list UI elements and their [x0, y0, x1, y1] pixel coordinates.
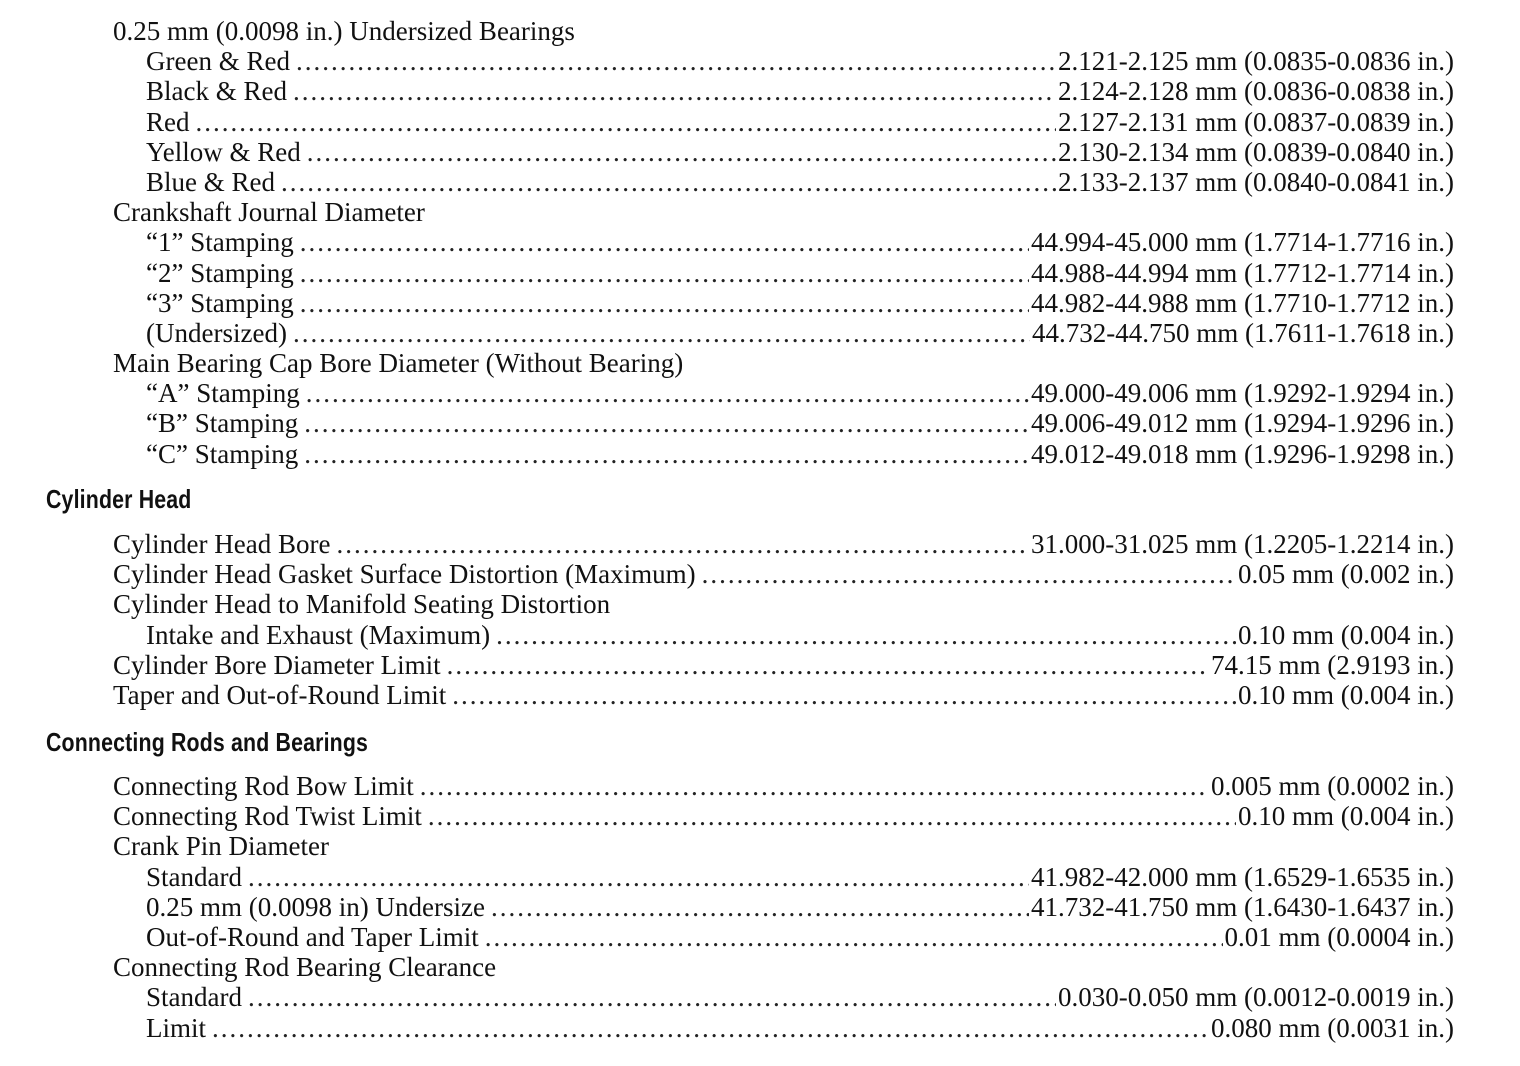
spec-value: 2.130-2.134 mm (0.0839-0.0840 in.): [1058, 136, 1454, 167]
cylinder-head-heading: Cylinder Head: [46, 484, 192, 514]
spec-label: Standard: [146, 982, 242, 1013]
spec-label: Yellow & Red: [146, 136, 301, 167]
spec-label: “A” Stamping: [146, 378, 300, 409]
cap-bore-title: Main Bearing Cap Bore Diameter (Without Bearing): [113, 348, 684, 379]
spec-label: 0.25 mm (0.0098 in) Undersize: [146, 891, 485, 922]
spec-row: [0, 801, 1520, 831]
spec-value: 0.005 mm (0.0002 in.): [1211, 771, 1454, 801]
spec-row: [0, 408, 1520, 438]
connecting-rods-specs: [0, 771, 1520, 1043]
spec-label: Standard: [146, 861, 242, 892]
spec-label: Red: [146, 106, 190, 137]
spec-label: Taper and Out-of-Round Limit: [113, 679, 447, 710]
spec-row: [0, 620, 1520, 650]
spec-label: Cylinder Head Gasket Surface Distortion (Maximum): [113, 559, 696, 590]
dot-leader: [300, 258, 1029, 288]
spec-row: [0, 559, 1520, 589]
spec-value: 44.982-44.988 mm (1.7710-1.7712 in.): [1031, 287, 1454, 318]
spec-row: [0, 378, 1520, 408]
spec-row: [0, 922, 1520, 952]
dot-leader: [702, 559, 1236, 589]
spec-row: [0, 862, 1520, 892]
spec-value: 49.012-49.018 mm (1.9296-1.9298 in.): [1031, 438, 1454, 469]
spec-row: [0, 650, 1520, 680]
spec-label: Blue & Red: [146, 166, 275, 197]
spec-value: 0.01 mm (0.0004 in.): [1224, 921, 1454, 952]
spec-row: [0, 288, 1520, 318]
spec-row: [0, 680, 1520, 710]
cylinder-head-specs: [0, 529, 1520, 710]
spec-value: 49.000-49.006 mm (1.9292-1.9294 in.): [1031, 378, 1454, 409]
dot-leader: [452, 680, 1236, 710]
spec-label: “C” Stamping: [146, 438, 299, 469]
spec-label: Black & Red: [146, 76, 287, 107]
dot-leader: [300, 288, 1029, 318]
spec-row: [0, 167, 1520, 197]
spec-label: Green & Red: [146, 46, 290, 77]
dot-leader: [496, 620, 1236, 650]
undersized-bearings-title: 0.25 mm (0.0098 in.) Undersized Bearings: [113, 16, 575, 46]
dot-leader: [307, 137, 1056, 167]
dot-leader: [336, 529, 1029, 559]
spec-value: 0.080 mm (0.0031 in.): [1211, 1012, 1454, 1043]
spec-row: [0, 227, 1520, 257]
spec-row: [0, 258, 1520, 288]
dot-leader: [248, 982, 1056, 1012]
dot-leader: [293, 318, 1030, 348]
bearing-clearance-title: Connecting Rod Bearing Clearance: [113, 952, 497, 983]
dot-leader: [485, 922, 1223, 952]
dot-leader: [491, 892, 1029, 922]
dot-leader: [420, 771, 1209, 801]
spec-value: 2.127-2.131 mm (0.0837-0.0839 in.): [1058, 106, 1454, 137]
spec-row: [0, 529, 1520, 559]
bearing-specs: [0, 16, 1520, 469]
spec-row: [0, 439, 1520, 469]
spec-row: [0, 892, 1520, 922]
spec-row: [0, 982, 1520, 1012]
spec-value: 74.15 mm (2.9193 in.): [1211, 649, 1454, 680]
spec-row: [0, 1013, 1520, 1043]
spec-label: “3” Stamping: [146, 287, 294, 318]
dot-leader: [300, 227, 1029, 257]
dot-leader: [428, 801, 1236, 831]
dot-leader: [212, 1013, 1209, 1043]
dot-leader: [306, 378, 1029, 408]
spec-value: 0.10 mm (0.004 in.): [1238, 801, 1454, 832]
spec-value: 41.732-41.750 mm (1.6430-1.6437 in.): [1031, 891, 1454, 922]
spec-value: 2.133-2.137 mm (0.0840-0.0841 in.): [1058, 166, 1454, 197]
spec-value: 2.121-2.125 mm (0.0835-0.0836 in.): [1058, 46, 1454, 77]
spec-value: 44.994-45.000 mm (1.7714-1.7716 in.): [1031, 227, 1454, 258]
spec-label: Limit: [146, 1012, 206, 1043]
spec-row: [0, 137, 1520, 167]
crank-pin-title: Crank Pin Diameter: [113, 831, 329, 862]
spec-value: 49.006-49.012 mm (1.9294-1.9296 in.): [1031, 408, 1454, 439]
spec-label: Connecting Rod Bow Limit: [113, 771, 414, 801]
dot-leader: [281, 167, 1056, 197]
manifold-distortion-title: Cylinder Head to Manifold Seating Distortion: [113, 589, 611, 620]
spec-value: 0.10 mm (0.004 in.): [1238, 619, 1454, 650]
spec-value: 0.030-0.050 mm (0.0012-0.0019 in.): [1058, 982, 1454, 1013]
spec-label: Cylinder Bore Diameter Limit: [113, 649, 441, 680]
spec-value: 41.982-42.000 mm (1.6529-1.6535 in.): [1031, 861, 1454, 892]
spec-value: 0.05 mm (0.002 in.): [1238, 559, 1454, 590]
spec-label: “2” Stamping: [146, 257, 294, 288]
spec-label: Out-of-Round and Taper Limit: [146, 921, 479, 952]
spec-row: [0, 107, 1520, 137]
spec-row: [0, 771, 1520, 801]
spec-row: [0, 46, 1520, 76]
spec-value: 2.124-2.128 mm (0.0836-0.0838 in.): [1058, 76, 1454, 107]
spec-row: [0, 76, 1520, 106]
spec-value: 31.000-31.025 mm (1.2205-1.2214 in.): [1031, 529, 1454, 559]
spec-label: Intake and Exhaust (Maximum): [146, 619, 491, 650]
dot-leader: [196, 107, 1057, 137]
spec-value: 44.732-44.750 mm (1.7611-1.7618 in.): [1032, 317, 1454, 348]
spec-value: 0.10 mm (0.004 in.): [1238, 679, 1454, 710]
spec-row: [0, 318, 1520, 348]
spec-label: Cylinder Head Bore: [113, 529, 331, 559]
connecting-rods-heading: Connecting Rods and Bearings: [46, 727, 369, 757]
spec-label: Connecting Rod Twist Limit: [113, 801, 422, 832]
dot-leader: [296, 46, 1056, 76]
dot-leader: [447, 650, 1209, 680]
spec-label: (Undersized): [146, 317, 287, 348]
journal-diameter-title: Crankshaft Journal Diameter: [113, 197, 425, 228]
dot-leader: [304, 439, 1029, 469]
dot-leader: [248, 862, 1029, 892]
dot-leader: [293, 76, 1056, 106]
spec-label: “B” Stamping: [146, 408, 299, 439]
spec-label: “1” Stamping: [146, 227, 294, 258]
spec-value: 44.988-44.994 mm (1.7712-1.7714 in.): [1031, 257, 1454, 288]
dot-leader: [304, 408, 1029, 438]
